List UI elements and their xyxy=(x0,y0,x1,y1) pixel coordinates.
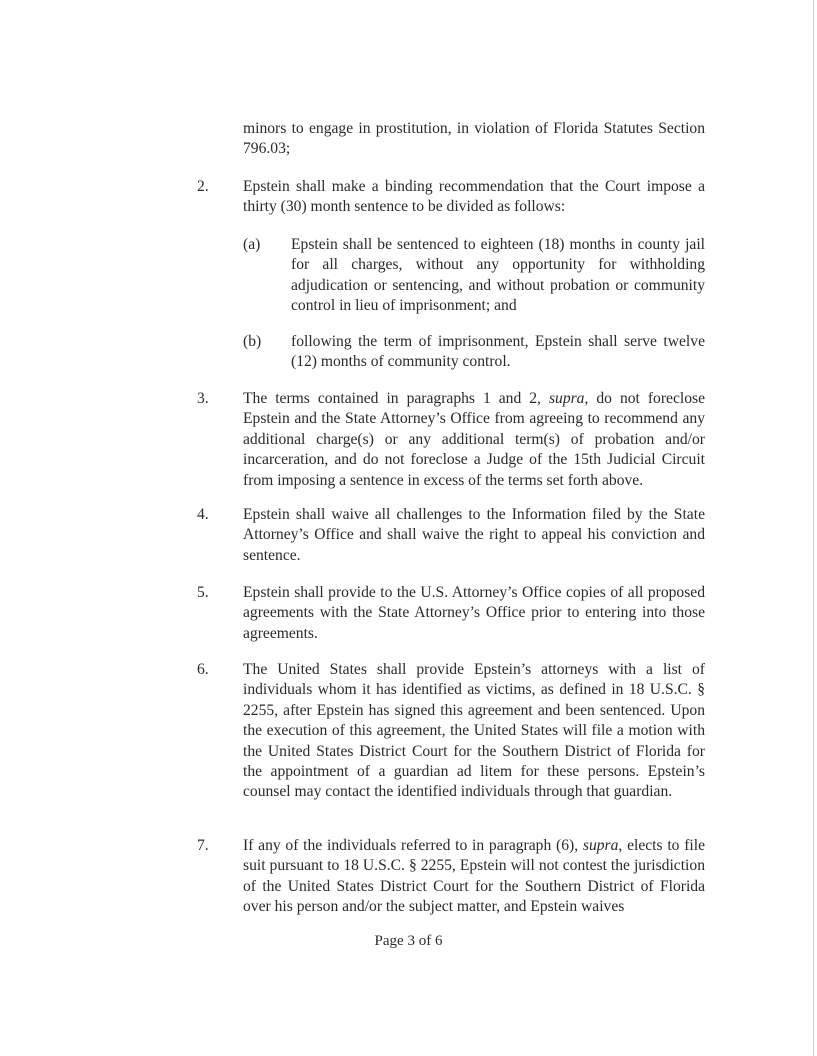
paragraph-number: 7. xyxy=(197,837,209,854)
subparagraph-text: following the term of imprisonment, Epstein shall serve twelve (12) months of community control. xyxy=(291,333,705,371)
continuation-text: minors to engage in prostitution, in violation of Florida Statutes Section 796.03; xyxy=(243,120,705,158)
paragraph-text: The United States shall provide Epstein’s attorneys with a list of individuals whom it has identified as victims, as defined in 18 U.S.C. § 2255, after Epstein has signed this agreement and been sentenced. Upon the execution of this agreement, the United States will file a motion with the United States District Court for the Southern District of Florida for the appointment of a guardian ad litem for these persons. Epstein’s counsel may contact the identified individuals through that guardian. xyxy=(243,661,705,801)
paragraph-text: Epstein shall provide to the U.S. Attorney’s Office copies of all proposed agreements with the State Attorney’s Office prior to entering into those agreements. xyxy=(243,584,705,642)
paragraph-number: 4. xyxy=(197,506,209,523)
paragraph-number: 5. xyxy=(197,584,209,601)
paragraph-text: Epstein shall waive all challenges to the Information filed by the State Attorney’s Office and shall waive the right to appeal his conviction and sentence. xyxy=(243,506,705,564)
paragraph-text: Epstein shall make a binding recommendation that the Court impose a thirty (30) month sentence to be divided as follows: xyxy=(243,178,705,216)
paragraph-number: 2. xyxy=(197,178,209,195)
page-number: Page 3 of 6 xyxy=(374,933,443,949)
paragraph-text: The terms contained in paragraphs 1 and 2, supra, do not foreclose Epstein and the State Attorney’s Office from agreeing to recommend any additional charge(s) or any additional term(s) of probation and/or incarceration, and do not foreclose a Judge of the 15th Judicial Circuit from imposing a sentence in excess of the terms set forth above. xyxy=(243,390,706,489)
paragraph-number: 6. xyxy=(197,661,209,678)
paragraph-number: 3. xyxy=(197,390,209,407)
paragraph-text: If any of the individuals referred to in paragraph (6), supra, elects to file suit pursuant to 18 U.S.C. § 2255, Epstein will not contest the jurisdiction of the United States District Court for the Southern District of Florida over his person and/or the subject matter, and Epstein waives xyxy=(243,837,705,916)
subparagraph-label: (b) xyxy=(243,333,262,350)
subparagraph-text: Epstein shall be sentenced to eighteen (18) months in county jail for all charges, without any opportunity for withholding adjudication or sentencing, and without probation or community control in lieu of imprisonment; and xyxy=(291,236,705,315)
subparagraph-label: (a) xyxy=(243,236,261,253)
